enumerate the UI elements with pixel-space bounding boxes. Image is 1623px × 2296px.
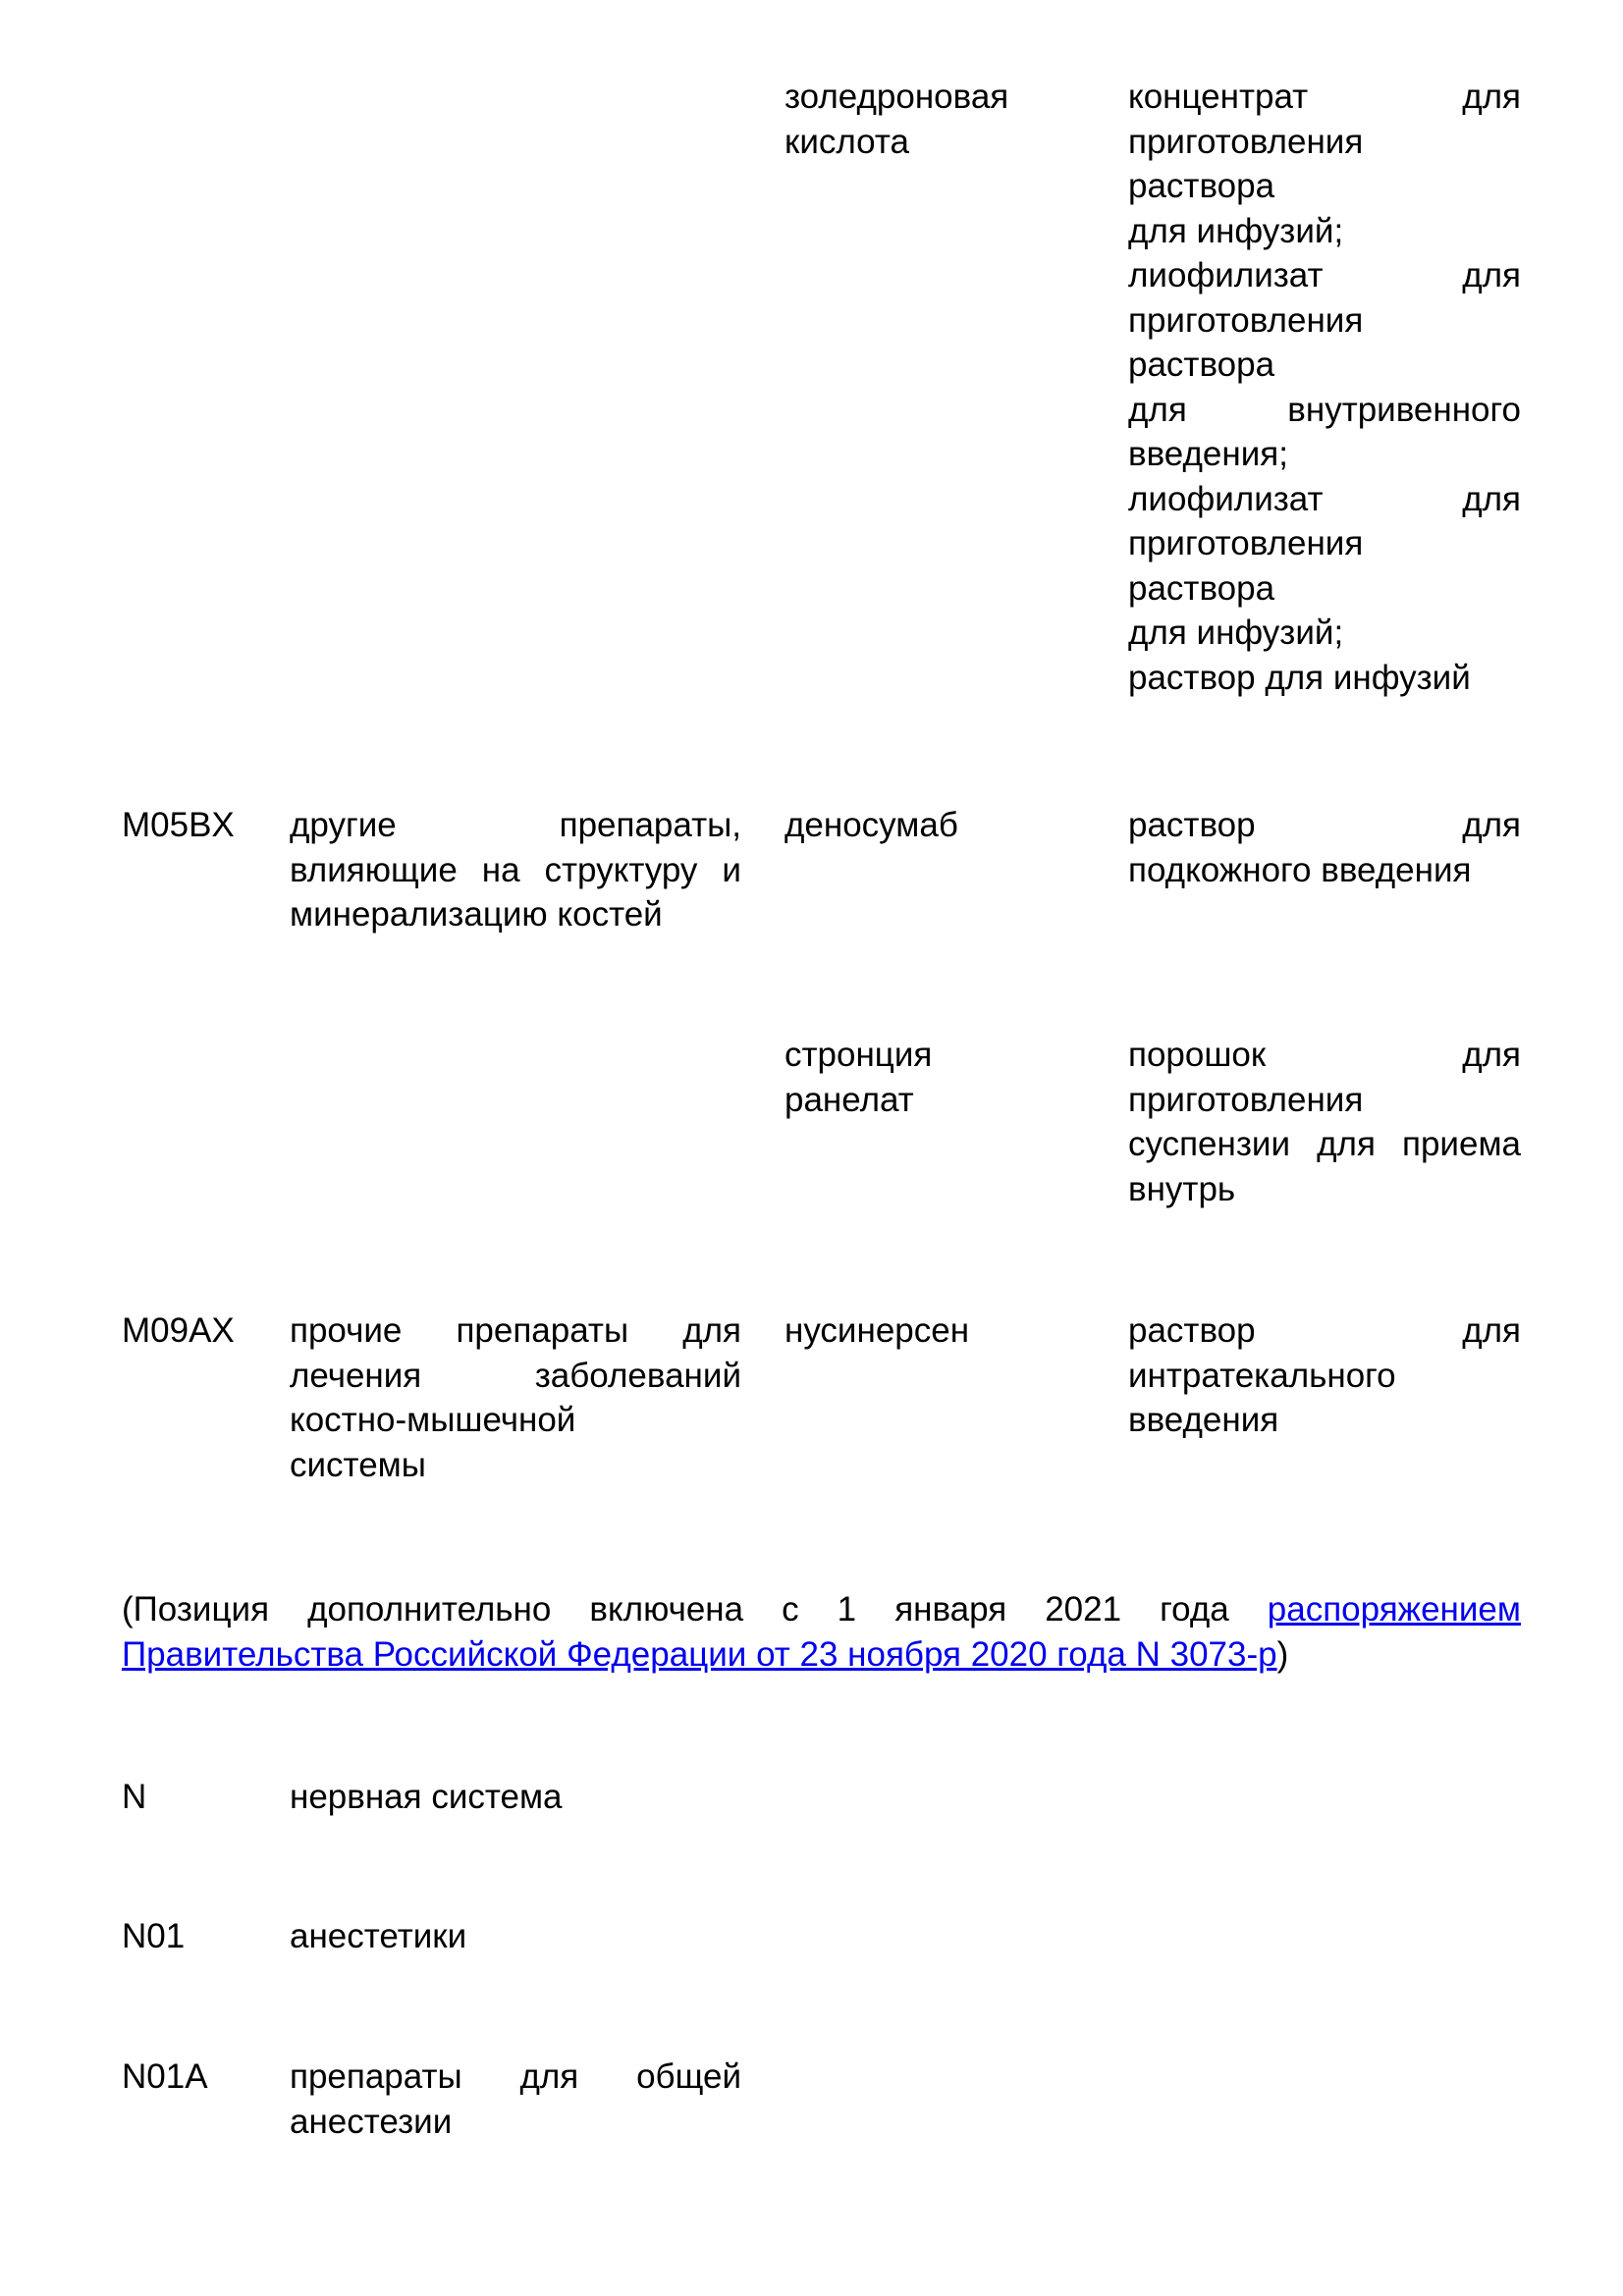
word: на <box>481 850 520 889</box>
word: для <box>1462 78 1521 116</box>
text-line <box>1128 120 1521 165</box>
note-word: дополнительно <box>307 1590 552 1629</box>
text-line <box>1128 1033 1521 1078</box>
word: для <box>1462 1311 1521 1350</box>
word: костно-мышечной <box>290 1401 576 1439</box>
word: для <box>1462 256 1521 294</box>
word: интратекального <box>1128 1356 1396 1395</box>
word: для <box>1317 1125 1376 1163</box>
word: минерализацию костей <box>290 895 663 934</box>
group-m09ax <box>290 1308 741 1487</box>
text-line <box>290 1398 741 1443</box>
word: препараты, <box>559 806 741 844</box>
note-line-1 <box>122 1587 1521 1632</box>
word: для <box>1128 390 1187 429</box>
word: порошок <box>1128 1036 1267 1074</box>
text-line <box>1128 848 1521 893</box>
group-n01a <box>290 2055 741 2144</box>
atc-code: N <box>122 1778 147 1816</box>
text-line <box>1128 432 1521 477</box>
text-line <box>1128 1167 1521 1212</box>
word: препараты <box>456 1311 629 1350</box>
group-m05bx <box>290 803 741 937</box>
text-line <box>1128 566 1521 612</box>
word: прочие <box>290 1311 403 1350</box>
word: для <box>1462 806 1521 844</box>
text-line <box>1128 253 1521 298</box>
drug-line: нусинерсен <box>784 1311 970 1350</box>
note-word: 1 <box>837 1590 857 1629</box>
drug-line: деносумаб <box>784 806 958 844</box>
word: анестезии <box>290 2102 453 2141</box>
word: подкожного введения <box>1128 850 1472 889</box>
word: анестетики <box>290 1917 467 1955</box>
text-line <box>290 803 741 848</box>
group-n <box>290 1775 741 1820</box>
drug-line: ранелат <box>784 1080 914 1119</box>
word: раствора <box>1128 568 1275 608</box>
word: общей <box>636 2057 741 2096</box>
text-line <box>290 2100 741 2145</box>
atc-code: N01 <box>122 1917 186 1955</box>
note-word: года <box>1160 1590 1229 1629</box>
atc-code: M09AX <box>122 1311 235 1350</box>
word: лиофилизат <box>1128 479 1324 518</box>
word: для <box>682 1311 741 1350</box>
note-word: включена <box>589 1590 744 1629</box>
word: введения <box>1128 1401 1279 1439</box>
text-line <box>1128 1398 1521 1443</box>
word: препараты <box>290 2057 462 2096</box>
drug-line: стронция <box>784 1036 933 1074</box>
word: системы <box>290 1445 426 1484</box>
text-line <box>290 848 741 893</box>
word: раствор <box>1128 806 1256 844</box>
note-word: 2021 <box>1045 1590 1122 1629</box>
text-line <box>290 1775 741 1820</box>
word: раствор <box>1128 1311 1256 1350</box>
form-denosumab <box>1128 803 1521 892</box>
form-nusinersen <box>1128 1308 1521 1443</box>
text-line <box>1128 1122 1521 1167</box>
word: для <box>519 2057 579 2096</box>
text-line <box>1128 1354 1521 1399</box>
word: концентрат <box>1128 78 1309 116</box>
word: раствора <box>1128 346 1275 384</box>
text-line <box>1128 164 1521 209</box>
drug-nusinersen <box>784 1308 1079 1354</box>
text-line <box>290 1443 741 1488</box>
note-word: (Позиция <box>122 1590 270 1629</box>
text-line <box>1128 209 1521 254</box>
word: приготовления <box>1128 1080 1364 1119</box>
word: приготовления <box>1128 524 1364 562</box>
text-line <box>290 1354 741 1399</box>
note-line-2 <box>122 1632 1521 1678</box>
drug-zoledronic-acid <box>784 75 1079 164</box>
text-line <box>290 892 741 937</box>
text-line <box>1128 1078 1521 1123</box>
text-line <box>290 2055 741 2100</box>
form-zoledronic-acid <box>1128 75 1521 700</box>
note-word: января <box>894 1590 1007 1629</box>
word: приема <box>1402 1125 1521 1163</box>
word: приготовления <box>1128 122 1364 161</box>
text-line <box>1128 521 1521 566</box>
word: заболеваний <box>534 1356 741 1395</box>
drug-line: золедроновая <box>784 78 1009 116</box>
text-line <box>1128 75 1521 120</box>
atc-code: M05BX <box>122 806 235 844</box>
word: лиофилизат <box>1128 256 1324 294</box>
word: для инфузий; <box>1128 614 1344 652</box>
text-line <box>1128 343 1521 388</box>
word: для инфузий; <box>1128 211 1344 250</box>
text-line <box>290 1914 741 1959</box>
drug-denosumab <box>784 803 1079 848</box>
text-line <box>1128 803 1521 848</box>
decree-link-part2[interactable]: Правительства Российской Федерации от 23 ноября 2020 года N 3073-р <box>122 1634 1277 1674</box>
word: внутривенного <box>1287 390 1521 429</box>
word: для <box>1462 1036 1521 1074</box>
note-word: с <box>782 1590 799 1629</box>
word: суспензии <box>1128 1125 1291 1163</box>
word: раствор для инфузий <box>1128 658 1471 697</box>
word: другие <box>290 806 397 844</box>
text-line <box>1128 477 1521 522</box>
text-line <box>1128 656 1521 701</box>
word: нервная система <box>290 1778 563 1816</box>
word: структуру <box>544 850 698 889</box>
word: и <box>722 850 741 889</box>
text-line <box>1128 1308 1521 1354</box>
note-suffix: ) <box>1276 1634 1289 1674</box>
word: раствора <box>1128 167 1275 205</box>
atc-code: N01A <box>122 2057 208 2096</box>
word: влияющие <box>290 850 458 889</box>
drug-strontium-ranelate <box>784 1033 1079 1122</box>
form-strontium-ranelate <box>1128 1033 1521 1211</box>
word: лечения <box>290 1356 422 1395</box>
word: внутрь <box>1128 1169 1236 1208</box>
drug-line: кислота <box>784 122 909 161</box>
text-line <box>290 1308 741 1354</box>
decree-link-part1[interactable]: распоряжением <box>1267 1590 1521 1629</box>
amendment-note <box>122 1587 1521 1677</box>
word: введения; <box>1128 435 1288 473</box>
word: для <box>1462 479 1521 518</box>
text-line <box>1128 388 1521 433</box>
text-line <box>1128 611 1521 656</box>
group-n01 <box>290 1914 741 1959</box>
text-line <box>1128 298 1521 344</box>
word: приготовления <box>1128 300 1364 340</box>
